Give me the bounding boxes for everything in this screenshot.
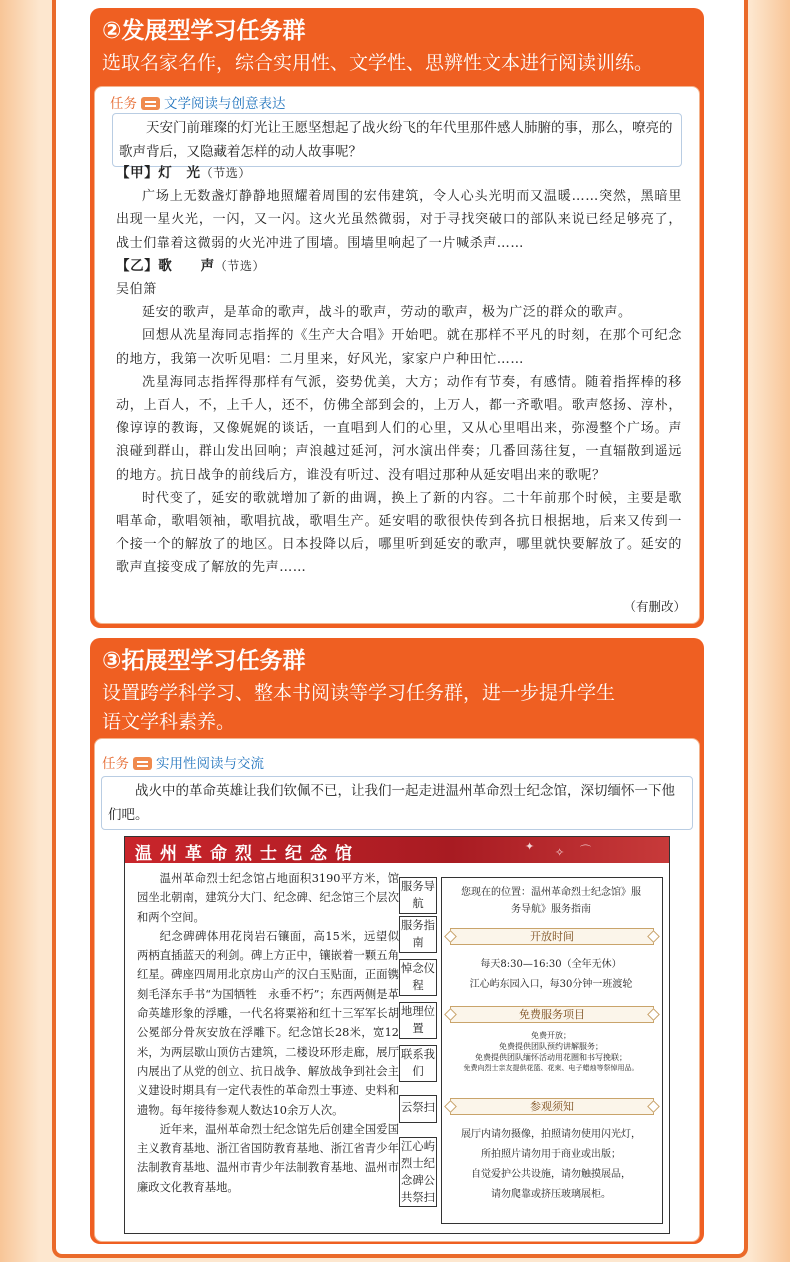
nav-location[interactable]: 地理位置 <box>399 1002 437 1039</box>
section3-title: ③拓展型学习任务群 <box>102 648 306 674</box>
open-hours: 每天8:30—16:30（全年无休） <box>480 959 622 970</box>
section3-desc-line: 设置跨学科学习、整本书阅读等学习任务群，进一步提升学生 <box>102 682 616 704</box>
nav-service-navigation[interactable]: 服务导航 <box>399 877 437 914</box>
nav-public-tribute[interactable]: 江心屿烈士纪念碑公共祭扫 <box>399 1137 437 1207</box>
memorial-paragraph: 近年来，温州革命烈士纪念馆先后创建全国爱国主义教育基地、浙江省国防教育基地、浙江省青少年法制教育基地、温州市青少年法制教育基地、温州市廉政文化教育基地。 <box>137 1122 399 1194</box>
service-guide-panel <box>441 877 663 1224</box>
free-service-heading: 免费服务项目 <box>450 1006 654 1023</box>
section2-desc: 选取名家名作，综合实用性、文学性、思辨性文本进行阅读训练。 <box>102 52 654 74</box>
section2-intro: 天安门前璀璨的灯光让王愿坚想起了战火纷飞的年代里那件感人肺腑的事，那么，嘹亮的歌声背后，又隐藏着怎样的动人故事呢？ <box>112 113 682 167</box>
list-icon <box>141 97 160 110</box>
nav-online-tribute[interactable]: 云祭扫 <box>399 1095 437 1123</box>
section2-title: ②发展型学习任务群 <box>102 18 306 44</box>
memorial-header <box>125 837 669 863</box>
visit-notice-heading: 参观须知 <box>450 1098 654 1115</box>
jia-text: 广场上无数盏灯静静地照耀着周围的宏伟建筑，令人心头光明而又温暖……突然，黑暗里出现一星火光，一闪，又一闪。这火光虽然微弱，对于寻找突破口的部队来说已经足够亮了，战士们靠着这微弱的火光冲进了围墙。围墙里响起了一片喊杀声…… <box>116 189 682 251</box>
yi-paragraph: 冼星海同志指挥得那样有气派，姿势优美，大方；动作有节奏，有感情。随着指挥棒的移动，上百人，不，上千人，还不，仿佛全部到会的，上万人，都一齐歌唱。歌声悠扬、淳朴，像谆谆的教诲，又像娓娓的谈话，一直唱到人们的心里，又从心里唱出来，弥漫整个广场。声浪碰到群山，群山发出回响；声浪越过延河，河水演出伴奏；几番回荡往复，一直辐散到遥远的地方。抗日战争的前线后方，谁没有听过、没有唱过那种从延安唱出来的歌呢？ <box>116 374 682 483</box>
section3-desc-line: 语文学科素养。 <box>102 711 236 733</box>
bird-icon: ✦ <box>525 840 535 853</box>
list-icon <box>133 757 152 770</box>
ferry-info: 江心屿东园入口，每30分钟一班渡轮 <box>469 979 633 990</box>
free-item: 免费开放； <box>531 1031 571 1040</box>
bird-icon: ⌒ <box>580 844 591 857</box>
yi-paragraph: 延安的歌声，是革命的歌声，战斗的歌声，劳动的歌声，极为广泛的群众的歌声。 <box>142 305 632 321</box>
free-item: 免费提供团队预约讲解服务； <box>499 1042 603 1051</box>
notice-item: 自觉爱护公共设施，请勿触摸展品， <box>471 1169 631 1180</box>
nav-memorial-ceremony[interactable]: 悼念仪程 <box>399 959 437 996</box>
memorial-text <box>137 869 399 1197</box>
yi-paragraph: 时代变了，延安的歌就增加了新的曲调，换上了新的内容。二十年前那个时候，主要是歌唱革命，歌唱领袖，歌唱抗战，歌唱生产。延安唱的歌很快传到各抗日根据地，后来又传到一个接一个的解放了的地区。日本投降以后，哪里听到延安的歌声，哪里就快要解放了。延安的歌声直接变成了解放的先声…… <box>116 490 682 576</box>
memorial-title: 温州革命烈士纪念馆 <box>135 844 360 864</box>
yi-heading <box>116 255 682 278</box>
memorial-webpage <box>124 836 670 1234</box>
free-item: 免费提供团队缅怀活动用花圈和书写挽联； <box>475 1053 627 1062</box>
open-hours-heading: 开放时间 <box>450 928 654 945</box>
task-label: 任务 <box>102 756 129 772</box>
yi-author: 吴伯箫 <box>116 282 157 298</box>
abridged-note: （有删改） <box>623 599 686 614</box>
notice-item: 所拍照片请勿用于商业或出版； <box>481 1149 621 1160</box>
notice-item: 展厅内请勿摄像，拍照请勿使用闪光灯， <box>461 1129 641 1140</box>
section3-task <box>102 752 264 772</box>
nav-contact[interactable]: 联系我们 <box>399 1045 437 1082</box>
memorial-paragraph: 纪念碑碑体用花岗岩石镶面，高15米，远望似两柄直插蓝天的利剑。碑上方正中，镶嵌着一颗五角红星。碑座四周用北京房山产的汉白玉贴面，正面镌刻毛泽东手书“为国牺牲 永垂不朽”；东西两侧是革命英雄形象的浮雕，一代名将粟裕和红十三军军长胡公冕部分骨灰安放在浮雕下。纪念馆长28米，宽12米，为两层歇山顶仿古建筑，二楼设环形走廊，展厅内展出了从党的创立、抗日战争、解放战争到社会主义建设时期具有一定代表性的革命烈士事迹、史料和遗物。每年接待参观人数达10余万人次。 <box>137 929 399 1117</box>
jia-sub: （节选） <box>200 166 252 180</box>
section2-text <box>116 162 682 580</box>
section2-task <box>110 92 286 112</box>
yi-sub: （节选） <box>214 258 266 273</box>
task-label: 任务 <box>110 96 137 112</box>
current-location: 您现在的位置：温州革命烈士纪念馆》服务导航》服务指南 <box>461 887 641 915</box>
section3-intro: 战火中的革命英雄让我们钦佩不已，让我们一起走进温州革命烈士纪念馆，深切缅怀一下他们吧。 <box>101 776 693 830</box>
jia-heading <box>116 162 682 185</box>
nav-service-guide[interactable]: 服务指南 <box>399 916 437 953</box>
task-name: 文学阅读与创意表达 <box>164 96 286 112</box>
memorial-paragraph: 温州革命烈士纪念馆占地面积3190平方米，馆园坐北朝南，建筑分大门、纪念碑、纪念馆三个层次和两个空间。 <box>137 872 399 924</box>
yi-paragraph: 回想从冼星海同志指挥的《生产大合唱》开始吧。就在那样不平凡的时刻，在那个可纪念的地方，我第一次听见唱：二月里来，好风光，家家户户种田忙…… <box>116 328 682 367</box>
section3-desc <box>102 679 615 737</box>
yi-title: 【乙】歌 声 <box>116 257 215 274</box>
task-name: 实用性阅读与交流 <box>156 756 264 772</box>
jia-title: 【甲】灯 光 <box>116 165 201 181</box>
bird-icon: ✧ <box>555 846 565 859</box>
notice-item: 请勿爬靠或挤压玻璃展柜。 <box>491 1189 611 1200</box>
free-item: 免费向烈士亲友提供花篮、花束、电子蜡烛等祭悼用品。 <box>463 1064 639 1072</box>
